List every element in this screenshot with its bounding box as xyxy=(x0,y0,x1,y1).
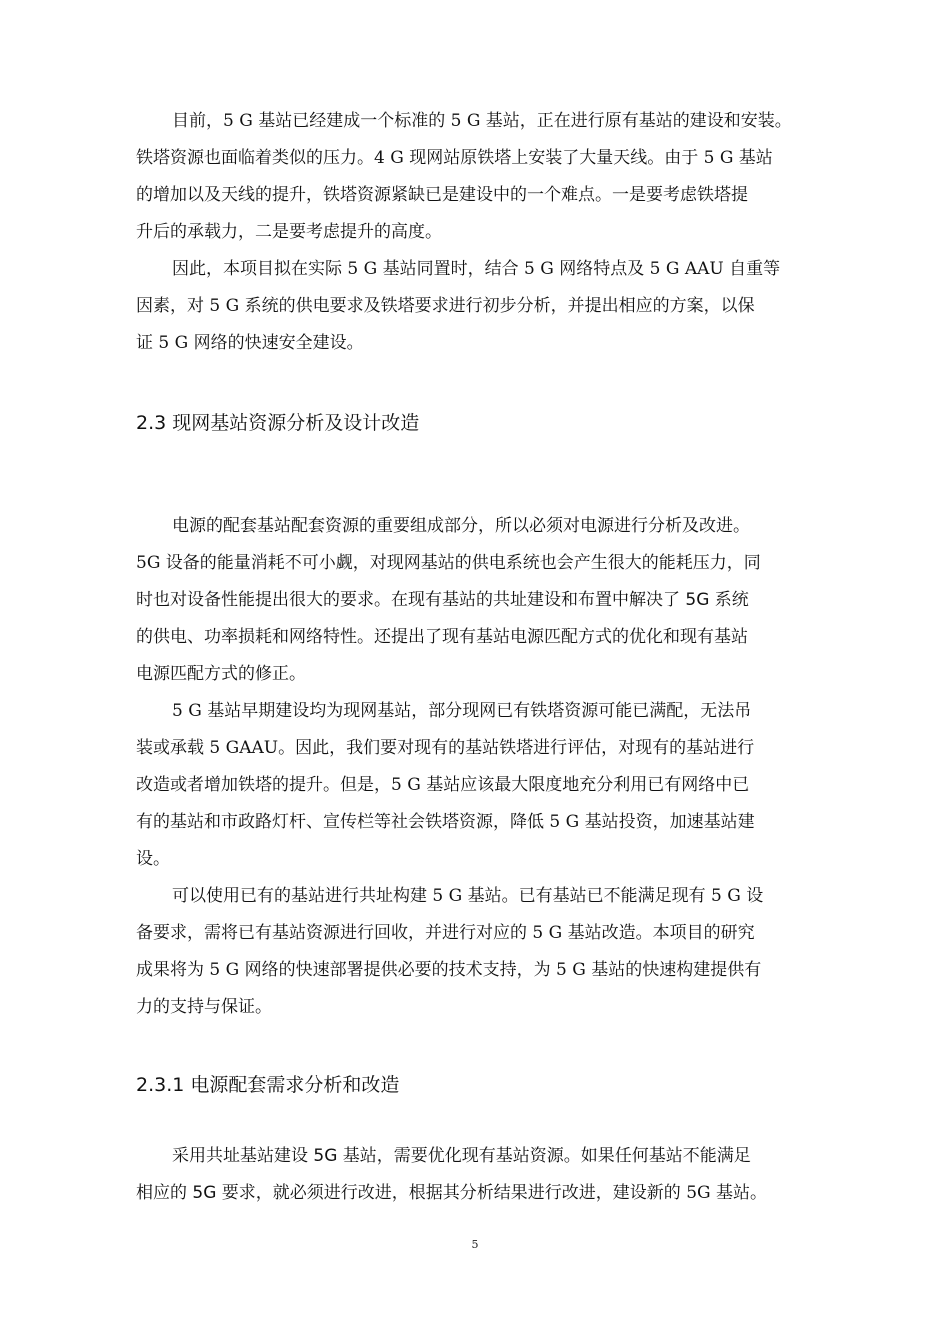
text-segment-sans: 相应的 5G 要求，就必须进行改进， xyxy=(136,1183,409,1203)
paragraph-current-status xyxy=(136,103,836,251)
paragraph-power-supply xyxy=(136,508,836,693)
text-line: 电源匹配方式的修正。 xyxy=(136,664,306,684)
text-line: 力的支持与保证。 xyxy=(136,997,272,1017)
section-heading-2-3-1: 2.3.1 电源配套需求分析和改造 xyxy=(136,1074,400,1096)
text-line: 证 5 G 网络的快速安全建设。 xyxy=(136,333,364,353)
paragraph-requirements xyxy=(136,1138,836,1212)
text-line: 装或承载 5 GAAU。因此，我们要对现有的基站铁塔进行评估，对现有的基站进行 xyxy=(136,738,755,758)
text-segment: 根据其分析结果进行改进，建设新的 5G 基站。 xyxy=(408,1183,767,1203)
text-line: 5G 设备的能量消耗不可小觑，对现网基站的供电系统也会产生很大的能耗压力，同 xyxy=(136,553,761,573)
text-line: 采用共址基站建设 5G 基站，需要优化现有基站资源。如果任何基站不能满足 xyxy=(172,1146,751,1166)
text-line: 目前，5 G 基站已经建成一个标准的 5 G 基站，正在进行原有基站的建设和安装。 xyxy=(172,111,792,131)
text-line: 5 G 基站早期建设均为现网基站，部分现网已有铁塔资源可能已满配，无法吊 xyxy=(172,701,752,721)
paragraph-tower-assessment xyxy=(136,693,836,878)
paragraph-project-plan xyxy=(136,251,836,362)
text-line: 升后的承载力，二是要考虑提升的高度。 xyxy=(136,222,442,242)
paragraph-colocation xyxy=(136,878,836,1026)
text-line-mixed xyxy=(136,1175,836,1212)
text-line: 改造或者增加铁塔的提升。但是，5 G 基站应该最大限度地充分利用已有网络中已 xyxy=(136,775,750,795)
text-line: 可以使用已有的基站进行共址构建 5 G 基站。已有基站已不能满足现有 5 G 设 xyxy=(172,886,764,906)
text-line: 的供电、功率损耗和网络特性。还提出了现有基站电源匹配方式的优化和现有基站 xyxy=(136,627,748,647)
text-line: 电源的配套基站配套资源的重要组成部分，所以必须对电源进行分析及改进。 xyxy=(172,516,750,536)
section-heading-2-3: 2.3 现网基站资源分析及设计改造 xyxy=(136,412,420,434)
text-line: 因素，对 5 G 系统的供电要求及铁塔要求进行初步分析，并提出相应的方案，以保 xyxy=(136,296,755,316)
text-line: 设。 xyxy=(136,849,170,869)
text-line: 的增加以及天线的提升，铁塔资源紧缺已是建设中的一个难点。一是要考虑铁塔提 xyxy=(136,185,748,205)
text-line: 备要求，需将已有基站资源进行回收，并进行对应的 5 G 基站改造。本项目的研究 xyxy=(136,923,755,943)
text-line: 因此，本项目拟在实际 5 G 基站同置时，结合 5 G 网络特点及 5 G AAU 自重等 xyxy=(172,259,781,279)
text-segment: 时也对设备性能提出很大的要求。 xyxy=(136,590,391,610)
text-line: 铁塔资源也面临着类似的压力。4 G 现网站原铁塔上安装了大量天线。由于 5 G 基站 xyxy=(136,148,773,168)
page-number: 5 xyxy=(471,1238,479,1251)
text-line: 有的基站和市政路灯杆、宣传栏等社会铁塔资源，降低 5 G 基站投资，加速基站建 xyxy=(136,812,755,832)
text-line-mixed xyxy=(136,582,836,619)
text-line: 成果将为 5 G 网络的快速部署提供必要的技术支持，为 5 G 基站的快速构建提供有 xyxy=(136,960,762,980)
text-segment-sans: 在现有基站的共址建设和布置中解决了 5G 系统 xyxy=(391,590,749,610)
